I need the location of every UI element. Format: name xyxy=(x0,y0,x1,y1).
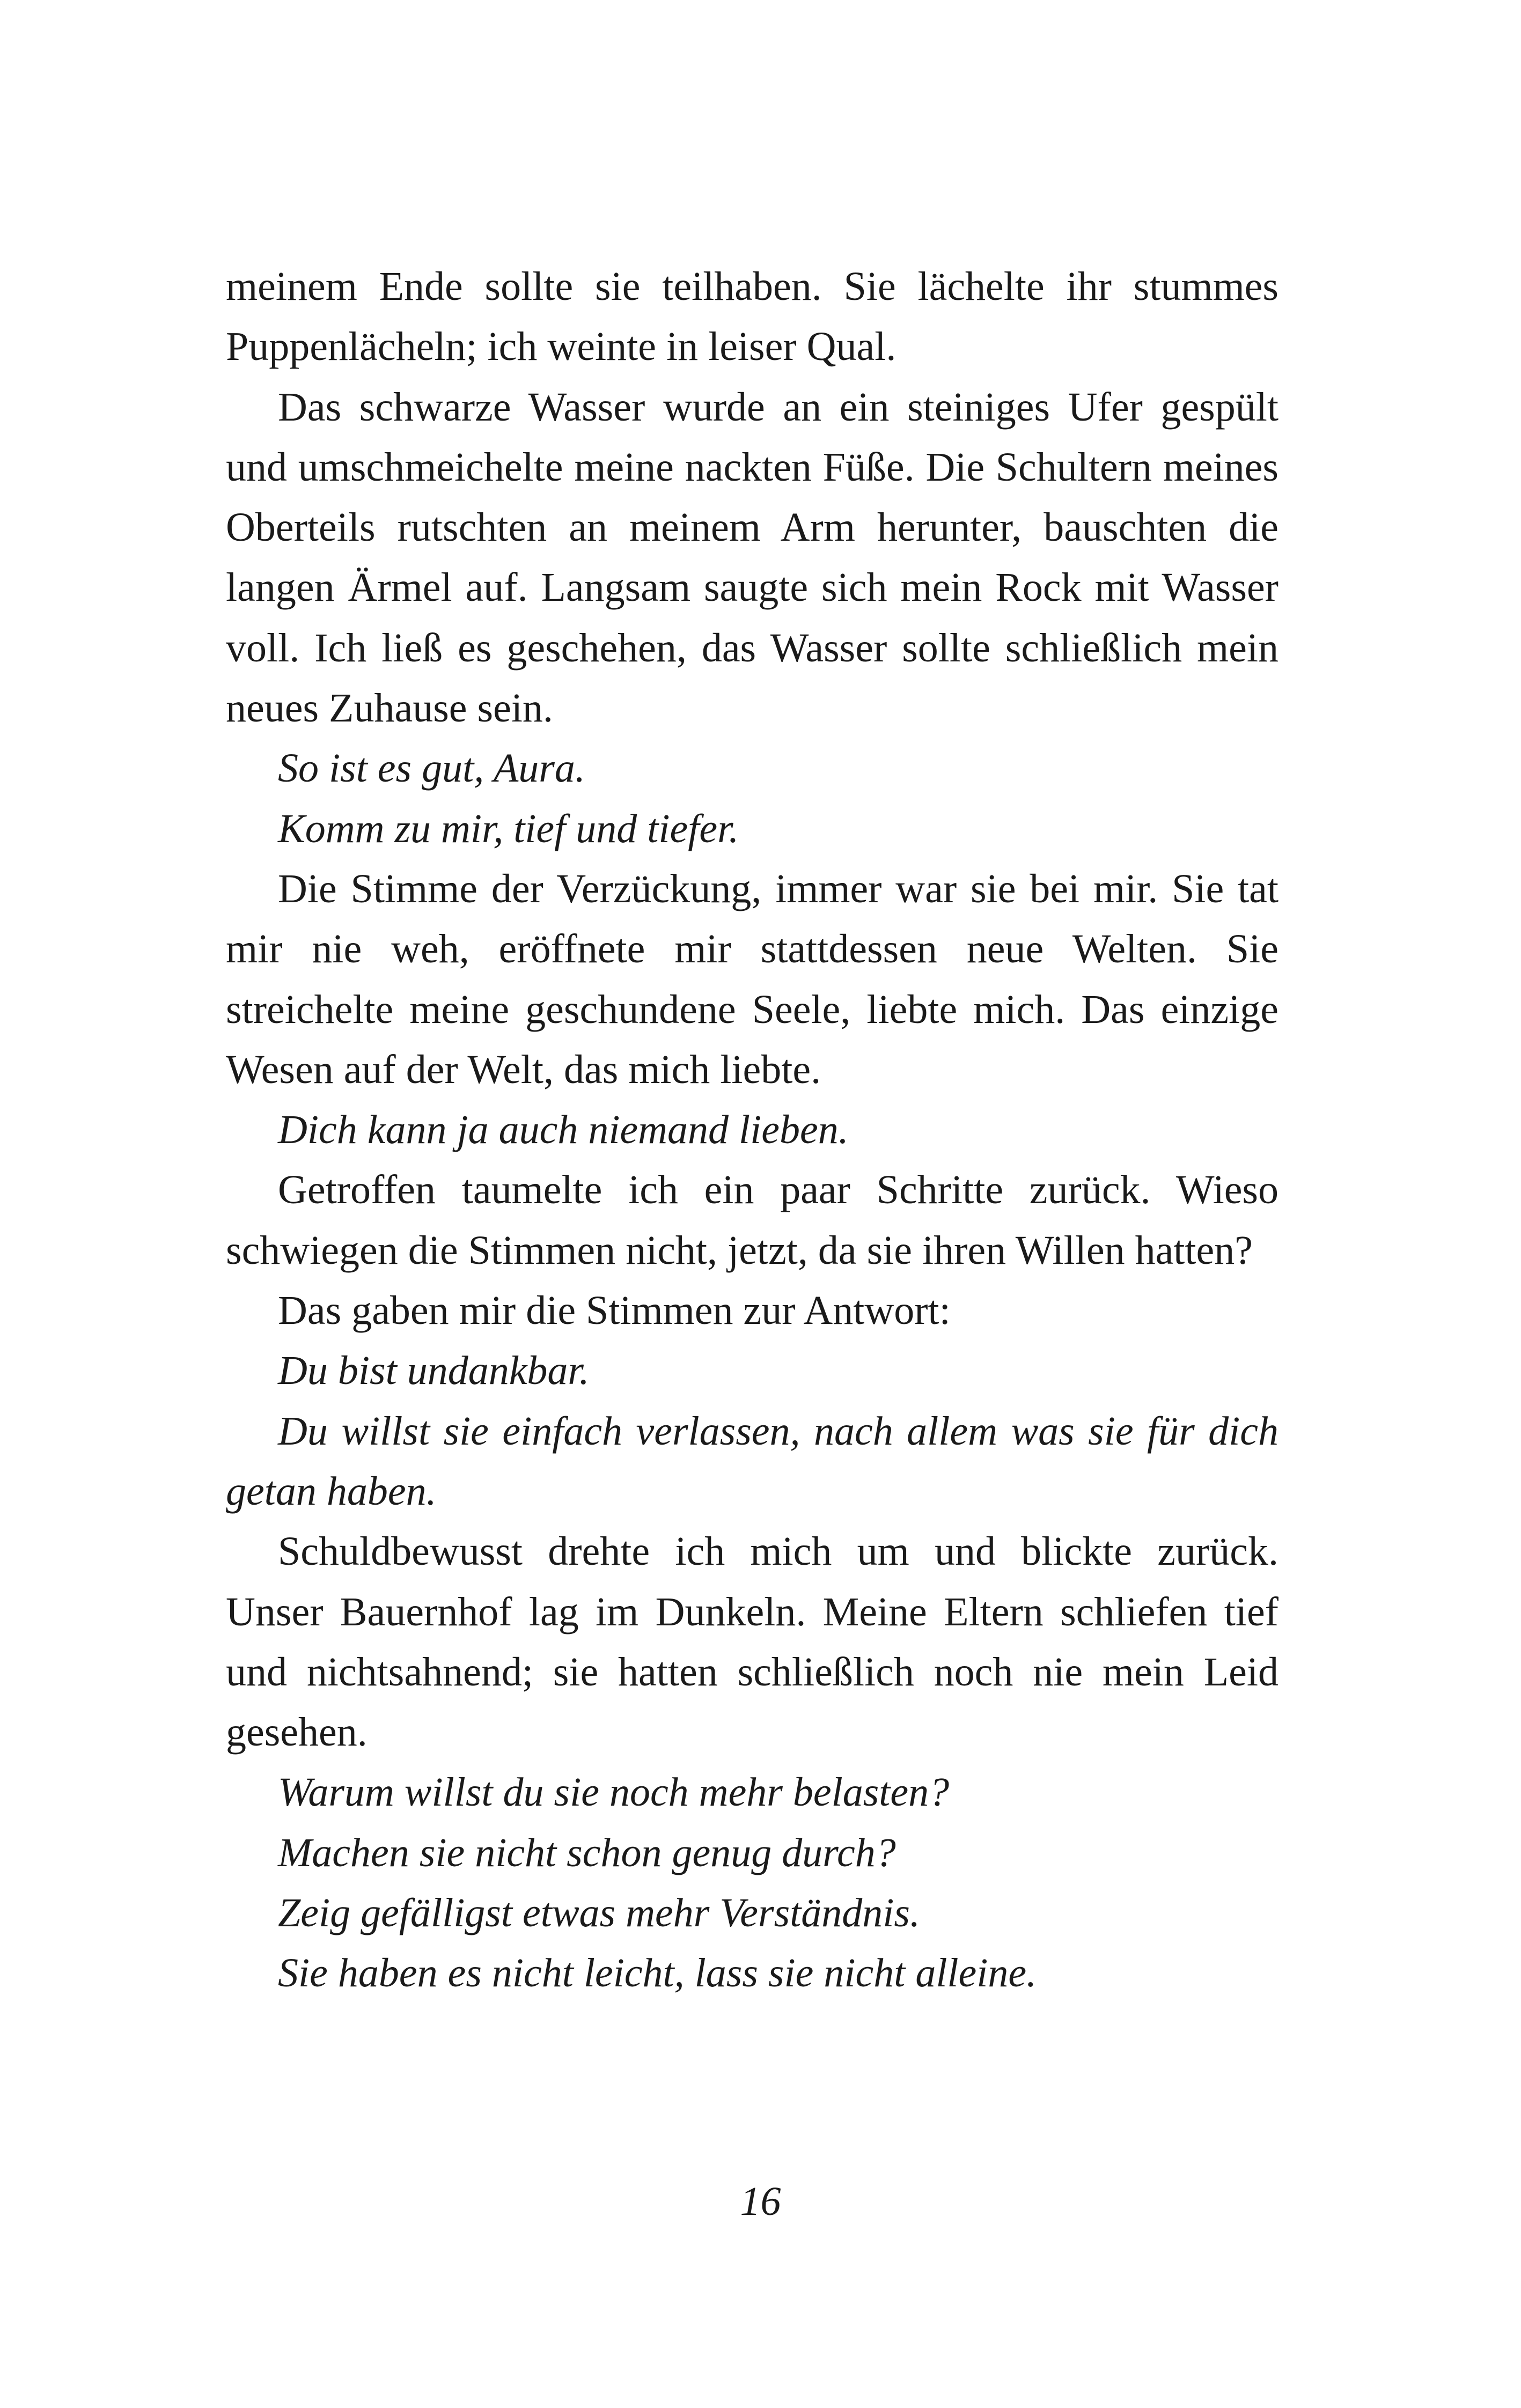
italic-line: So ist es gut, Aura. xyxy=(278,746,585,791)
paragraph: Die Stimme der Verzückung, immer war sie bei mir. Sie tat mir nie weh, eröffnete mir stattdessen neue Welten. Sie streichelte meine geschundene Seele, liebte mich. Das einzige Wesen auf der Welt, das mich liebte. xyxy=(226,866,1278,1092)
italic-line: Dich kann ja auch niemand lieben. xyxy=(278,1107,849,1153)
paragraph: Getroffen taumelte ich ein paar Schritte zurück. Wieso schwiegen die Stimmen nicht, jetzt, da sie ihren Willen hatten? xyxy=(226,1167,1278,1273)
italic-line: Du willst sie einfach verlassen, nach allem was sie für dich getan haben. xyxy=(226,1408,1278,1514)
paragraph: Das schwarze Wasser wurde an ein steiniges Ufer gespült und umschmeichelte meine nackten Füße. Die Schultern meines Oberteils rutschten an meinem Arm herunter, bauschten die langen Ärmel auf. Langsam saugte sich mein Rock mit Wasser voll. Ich ließ es geschehen, das Wasser sollte schließlich mein neues Zuhause sein. xyxy=(226,384,1278,731)
italic-line: Zeig gefälligst etwas mehr Verständnis. xyxy=(278,1890,920,1936)
italic-line: Komm zu mir, tief und tiefer. xyxy=(278,806,739,851)
body-text xyxy=(226,256,1278,2004)
paragraph: Schuldbewusst drehte ich mich um und blickte zurück. Unser Bauernhof lag im Dunkeln. Meine Eltern schliefen tief und nichtsahnend; sie hatten schließlich noch nie mein Leid gesehen. xyxy=(226,1529,1278,1755)
italic-line: Sie haben es nicht leicht, lass sie nicht alleine. xyxy=(278,1950,1037,1996)
italic-line: Du bist undankbar. xyxy=(278,1348,590,1394)
italic-line: Warum willst du sie noch mehr belasten? xyxy=(278,1770,950,1815)
paragraph: meinem Ende sollte sie teilhaben. Sie lächelte ihr stummes Puppenlächeln; ich weinte in leiser Qual. xyxy=(226,264,1278,370)
italic-line: Machen sie nicht schon genug durch? xyxy=(278,1830,896,1875)
page-number: 16 xyxy=(740,2179,781,2224)
paragraph: Das gaben mir die Stimmen zur Antwort: xyxy=(278,1288,951,1334)
